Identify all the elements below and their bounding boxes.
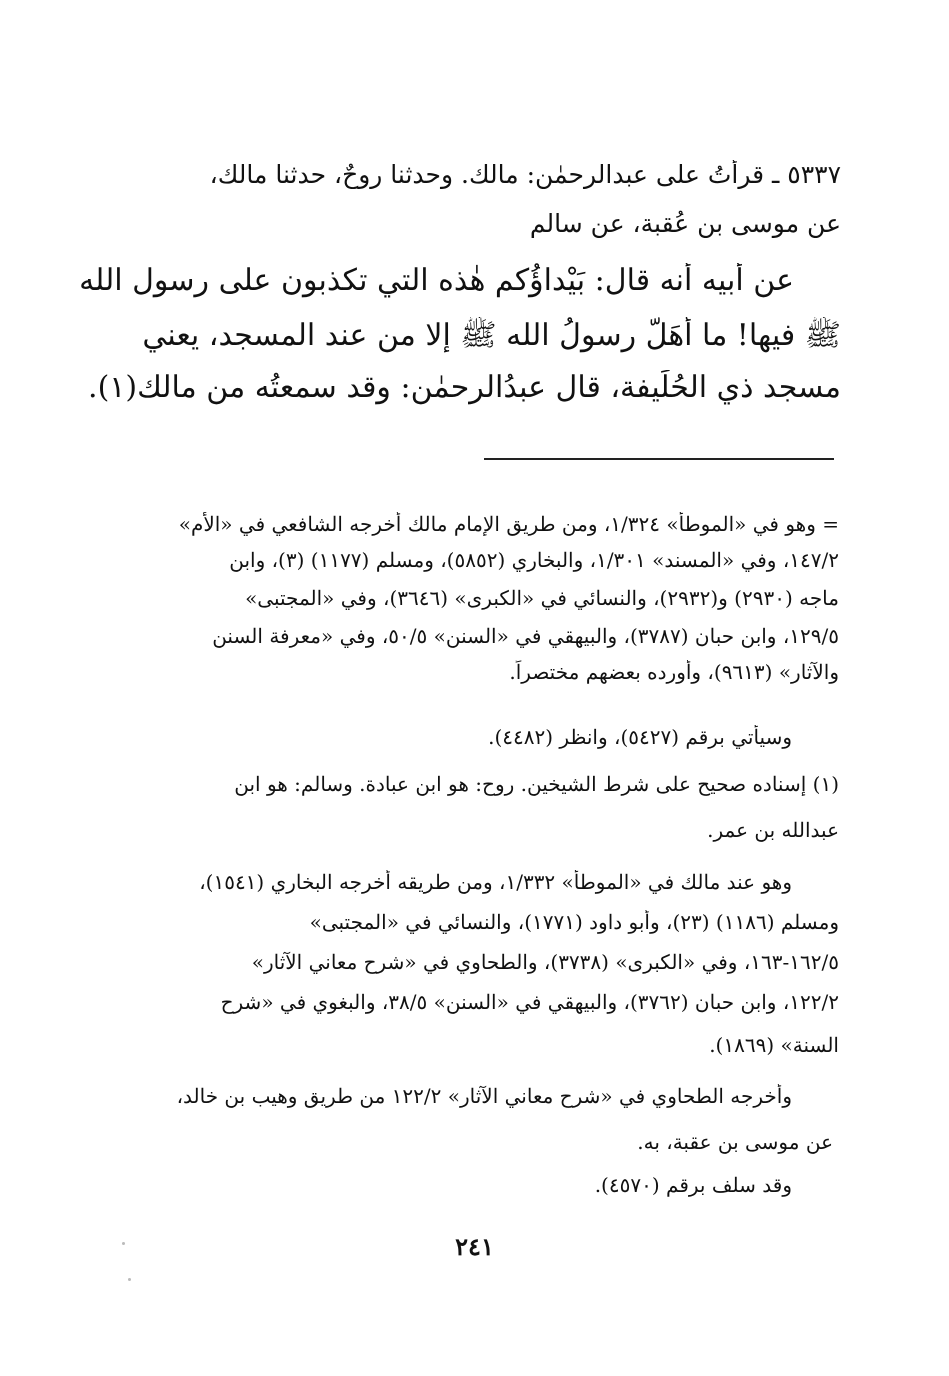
footnote-continuation-line-5: والآثار» (٩٦١٣)، وأورده بعضهم مختصراً. [509, 660, 839, 684]
see-also-line: وسيأتي برقم (٥٤٢٧)، وانظر (٤٤٨٢). [488, 725, 792, 749]
malik-paragraph-line-3: ١٦٢/٥-١٦٣، وفي «الكبرى» (٣٧٣٨)، والطحاوي في «شرح معاني الآثار» [251, 950, 839, 974]
hadith-line-3: عن أبيه أنه قال: بَيْداؤُكم هٰذه التي تكذبون على رسول الله [79, 263, 794, 298]
tahawi-paragraph-line-1: وأخرجه الطحاوي في «شرح معاني الآثار» ١٢٢/٢ من طريق وهيب بن خالد، [176, 1084, 792, 1108]
footnote-continuation-line-1: = وهو في «الموطأ» ١/٣٢٤، ومن طريق الإمام مالك أخرجه الشافعي في «الأم» [178, 512, 839, 536]
footnote-1-line-2: عبدالله بن عمر. [707, 818, 839, 842]
previous-reference-line: وقد سلف برقم (٤٥٧٠). [594, 1173, 792, 1197]
page-number: ٢٤١ [455, 1232, 494, 1261]
hadith-line-1: ٥٣٣٧ ـ قرأتُ على عبدالرحمٰن: مالك. وحدثنا روحٌ، حدثنا مالك، [209, 160, 841, 189]
tahawi-paragraph-line-2: عن موسى بن عقبة، به. [637, 1130, 833, 1154]
hadith-line-5: مسجد ذي الحُلَيفة، قال عبدُالرحمٰن: وقد سمعتُه من مالك(١). [88, 370, 841, 405]
malik-paragraph-line-2: ومسلم (١١٨٦) (٢٣)، وأبو داود (١٧٧١)، والنسائي في «المجتبى» [309, 910, 839, 934]
hadith-line-2: عن موسى بن عُقبة، عن سالم [529, 209, 841, 238]
malik-paragraph-line-1: وهو عند مالك في «الموطأ» ١/٣٣٢، ومن طريقه أخرجه البخاري (١٥٤١)، [199, 870, 792, 894]
footnote-continuation-line-4: ١٢٩/٥، وابن حبان (٣٧٨٧)، والبيهقي في «السنن» ٥٠/٥، وفي «معرفة السنن [212, 624, 839, 648]
footnote-continuation-line-2: ١٤٧/٢، وفي «المسند» ١/٣٠١، والبخاري (٥٨٥٢)، ومسلم (١١٧٧) (٣)، وابن [229, 548, 839, 572]
malik-paragraph-line-4: ١٢٢/٢، وابن حبان (٣٧٦٢)، والبيهقي في «السنن» ٣٨/٥، والبغوي في «شرح [220, 990, 839, 1014]
malik-paragraph-line-5: السنة» (١٨٦٩). [709, 1033, 839, 1057]
scan-speck [122, 1242, 125, 1245]
hadith-line-4: ﷺ فيها! ما أَهَلَّ رسولُ الله ﷺ إلا من عند المسجد، يعني [142, 318, 841, 353]
scan-speck [128, 1278, 131, 1281]
footnote-separator [484, 458, 834, 460]
footnote-1-line-1: (١) إسناده صحيح على شرط الشيخين. روح: هو ابن عبادة. وسالم: هو ابن [234, 772, 839, 796]
footnote-continuation-line-3: ماجه (٢٩٣٠) و(٢٩٣٢)، والنسائي في «الكبرى» (٣٦٤٦)، وفي «المجتبى» [245, 586, 839, 610]
